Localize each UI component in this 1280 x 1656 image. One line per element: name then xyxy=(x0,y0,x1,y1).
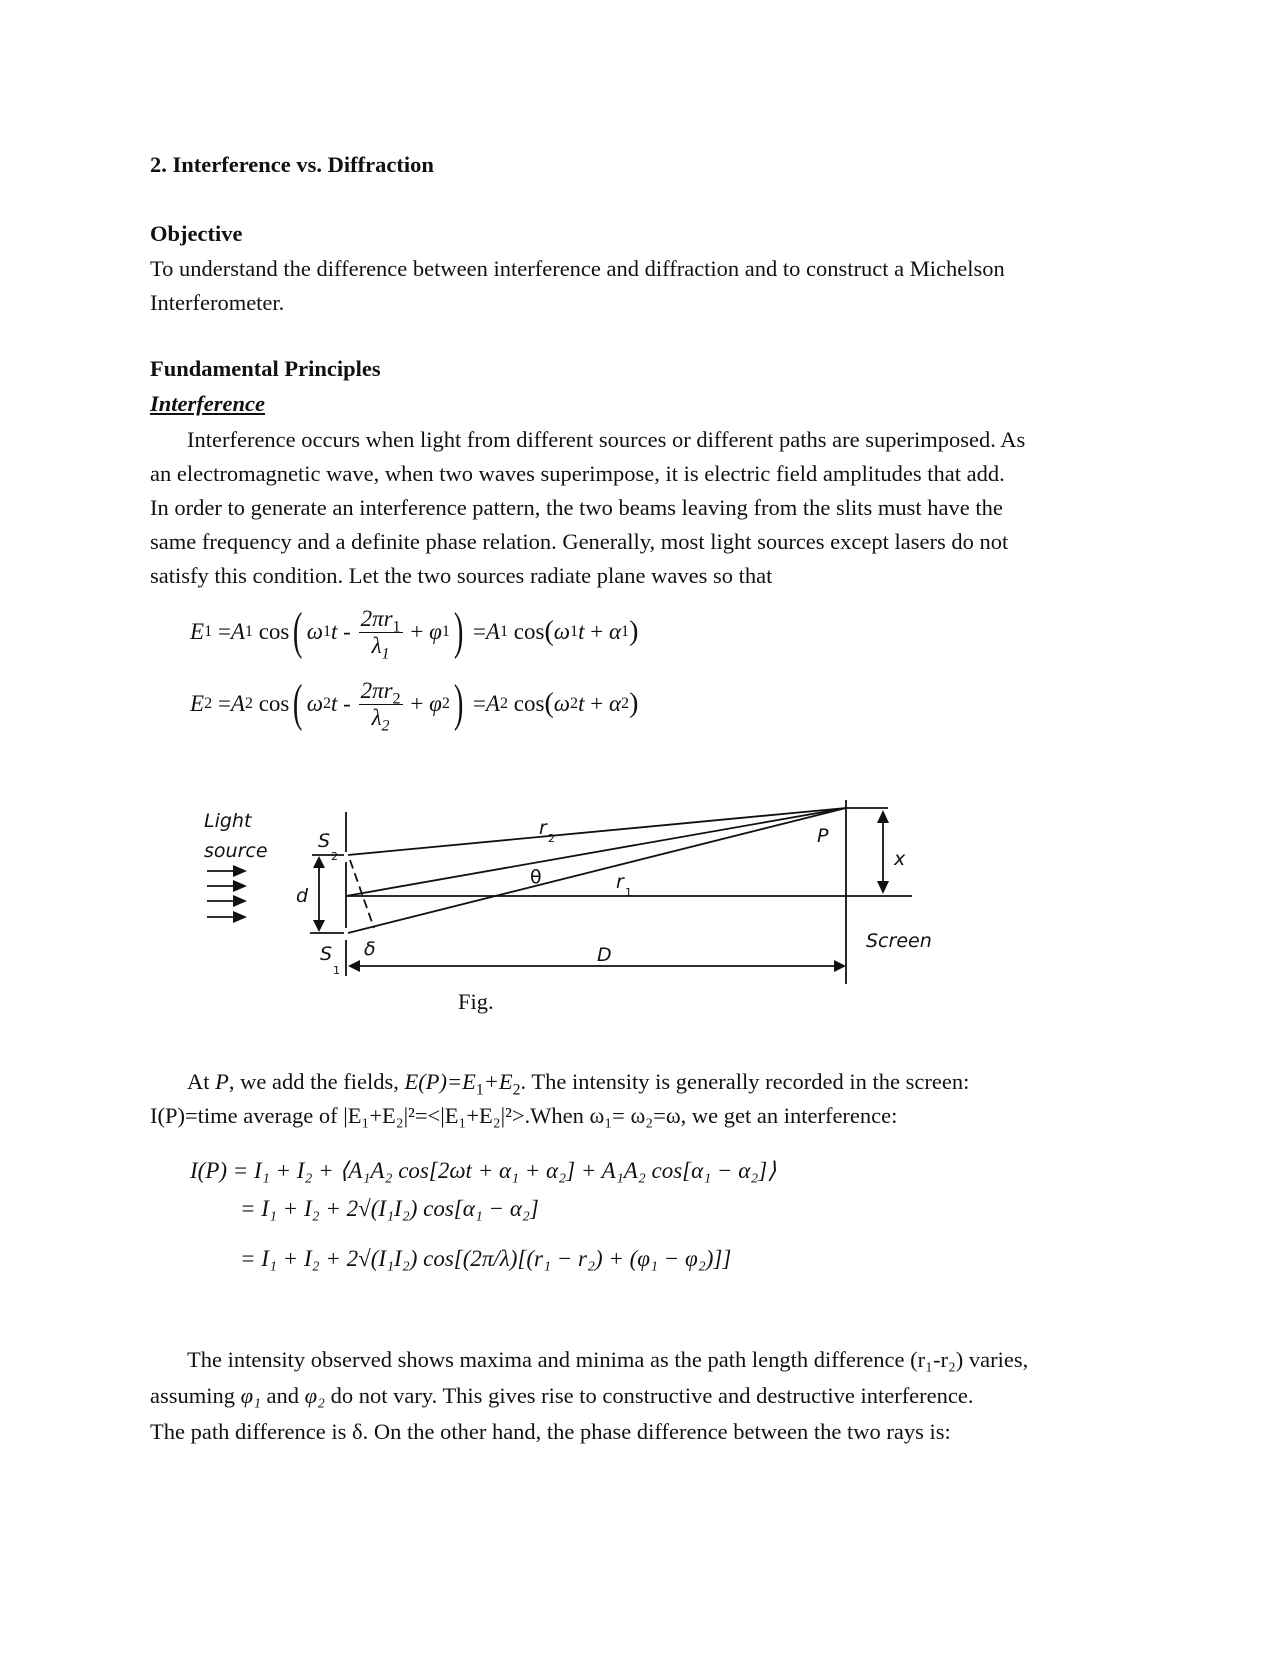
s1-subscript: 1 xyxy=(333,964,340,977)
theta-label: θ xyxy=(530,866,542,888)
final-paragraph-line-2: assuming φ₁ and φ₂ do not vary. This gives rise to constructive and destructive interference. xyxy=(150,1383,974,1408)
r1-subscript: 1 xyxy=(625,886,632,899)
objective-heading: Objective xyxy=(150,221,243,246)
r2-label: r xyxy=(539,817,547,839)
intensity-equation-line-2: = I₁ + I₂ + 2√(I₁I₂) cos[α₁ − α₂] xyxy=(240,1196,539,1221)
objective-line-2: Interferometer. xyxy=(150,290,285,315)
objective-line-1: To understand the difference between interference and diffraction and to construct a Michelson xyxy=(150,256,1005,281)
r2-subscript: 2 xyxy=(548,832,555,845)
P-label: P xyxy=(817,825,829,847)
s1-label: S xyxy=(320,943,333,965)
fields-sum-line: At P, we add the fields, $E(P)=E_1+E_2$. The intensity is generally recorded in the screen: xyxy=(187,1069,970,1099)
r1-label: r xyxy=(616,871,624,893)
s2-subscript: 2 xyxy=(331,850,338,863)
figure-caption: Fig. xyxy=(458,989,494,1014)
s2-label: S xyxy=(318,830,331,852)
paragraph-line: satisfy this condition. Let the two sources radiate plane waves so that xyxy=(150,563,773,588)
d-label: d xyxy=(296,885,309,907)
principles-heading: Fundamental Principles xyxy=(150,356,381,381)
final-paragraph-line-3: The path difference is δ. On the other hand, the phase difference between the two rays is: xyxy=(150,1419,951,1444)
paragraph-line: Interference occurs when light from different sources or different paths are superimposed. As xyxy=(187,427,1026,452)
intensity-equation-line-3: = I₁ + I₂ + 2√(I₁I₂) cos[(2π/λ)[(r₁ − r₂) + (φ₁ − φ₂)]] xyxy=(240,1246,732,1271)
light-source-label: source xyxy=(204,840,268,862)
equation-e1: E 1 = A 1 cos ( ω 1 t - $\frac{2\pi r_1}{\lambda_1}$ + φ 1 ) = A 1 cos ( ω 1 t + α 1 ) xyxy=(190,603,639,663)
final-paragraph-line-1: The intensity observed shows maxima and minima as the path length difference (r₁-r₂) varies, xyxy=(187,1347,1029,1372)
time-average-line: I(P)=time average of |E₁+E₂|²=<|E₁+E₂|²>.When ω₁= ω₂=ω, we get an interference: xyxy=(150,1103,898,1128)
D-label: D xyxy=(597,944,612,966)
x-label: x xyxy=(894,848,906,870)
paragraph-line: an electromagnetic wave, when two waves superimpose, it is electric field amplitudes that add. xyxy=(150,461,1005,486)
light-source-label: Light xyxy=(204,810,252,832)
equation-e2: E 2 = A 2 cos ( ω 2 t - $\frac{2\pi r_2}{\lambda_2}$ + φ 2 ) = A 2 cos ( ω 2 t + α 2 ) xyxy=(190,675,639,735)
screen-label: Screen xyxy=(866,930,932,952)
interference-subheading: Interference xyxy=(150,391,265,416)
paragraph-line: In order to generate an interference pattern, the two beams leaving from the slits must have the xyxy=(150,495,1003,520)
section-title: 2. Interference vs. Diffraction xyxy=(150,152,434,177)
intensity-equation-line-1: I(P) = I₁ + I₂ + ⟨A₁A₂ cos[2ωt + α₁ + α₂] + A₁A₂ cos[α₁ − α₂]⟩ xyxy=(190,1158,777,1183)
delta-label: δ xyxy=(364,938,376,960)
paragraph-line: same frequency and a definite phase relation. Generally, most light sources except lasers do not xyxy=(150,529,1009,554)
